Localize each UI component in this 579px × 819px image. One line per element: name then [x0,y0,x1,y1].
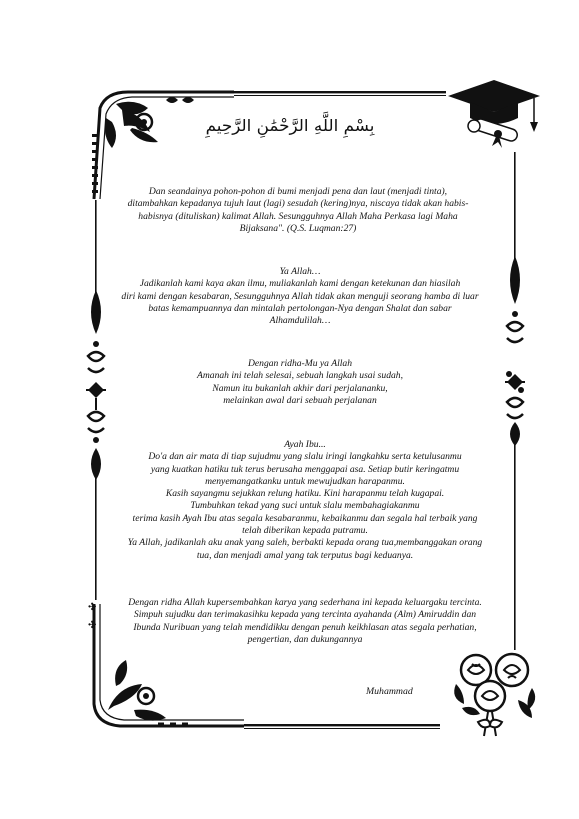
persembahan-paragraph [108,597,502,646]
graduation-cap-icon [444,78,544,158]
text-line: melainkan awal dari sebuah perjalanan [223,394,377,406]
roses-icon [448,648,540,738]
fleur-ornament-icon [503,256,527,446]
text-line: Ya Allah… [279,266,321,277]
text-line: Ya Allah, jadikanlah aku anak yang saleh, berbakti kepada orang tua,membanggakan orang [127,537,483,549]
text-line: batas kemampuannya dan mintalah pertolongan-Nya dengan Shalat dan sabar [148,302,452,314]
signature-name: Muhammad [366,686,413,697]
text-line: terima kasih Ayah Ibu atas segala kesabaranmu, kebaikanmu dan segala hal terbaik yang [132,512,478,524]
text-line: tua, dan menjadi amal yang tak terputus bagi keduanya. [196,549,414,561]
ridha-paragraph [140,358,460,407]
quran-quote [112,186,484,235]
text-line: habisnya (dituliskan) kalimat Allah. Sesungguhnya Allah Maha Perkasa lagi Maha [138,210,458,222]
svg-text:✣: ✣ [88,602,97,613]
text-line: Dan seandainya pohon-pohon di bumi menjadi pena dan laut (menjadi tinta), [148,186,448,197]
text-line: Namun itu bukanlah akhir dari perjalananku, [212,382,388,394]
text-line: pengertian, dan dukungannya [247,633,363,645]
text-line: Jadikanlah kami kaya akan ilmu, muliakanlah kami dengan ketekunan dan hiasilah [139,278,461,290]
text-line: Tumbuhkan tekad yang suci untuk slalu membahagiakanmu [190,500,420,512]
text-line: Alhamdulilah… [269,315,331,327]
text-line: Do'a dan air mata di tiap sujudmu yang slalu iringi langkahku serta ketulusanmu [148,451,462,463]
text-line: diri kami dengan kesabaran, Sesungguhnya Allah tidak akan menguji seorang hamba di luar [121,290,479,302]
fleur-ornament-icon [84,290,108,480]
text-line: Ibunda Nuribuan yang telah mendidikku dengan penuh keikhlasan atas segala perhatian, [133,621,477,633]
text-line: telah diberikan kepada putramu. [242,525,368,537]
text-line: Ayah Ibu... [284,439,326,450]
text-line: Amanah ini telah selesai, sebuah langkah usai sudah, [197,370,403,382]
text-line: menyemangatkanku untuk mewujudkan harapanmu. [205,475,405,487]
text-line: ditambahkan kepadanya tujuh laut (lagi) sesudah (kering)nya, niscaya tidak akan habis- [127,198,469,210]
text-line: Bijaksana". (Q.S. Luqman:27) [239,222,357,234]
text-line: Dengan ridha Allah kupersembahkan karya yang sederhana ini kepada keluargaku tercinta. [128,597,482,608]
text-line: Simpuh sujudku dan terimakasihku kepada yang tercinta ayahanda (Alm) Amiruddin dan [133,609,477,621]
svg-text:✣: ✣ [88,620,97,631]
bismillah-calligraphy: بِسْمِ اللَّهِ الرَّحْمَٰنِ الرَّحِيمِ [205,116,375,135]
prayer-ya-allah [110,266,490,327]
text-line: Kasih sayangmu sejukkan relung hatiku. Kini harapanmu telah kugapai. [165,488,445,500]
text-line: yang kuatkan hatiku tuk terus berusaha menggapai asa. Setiap butir keringatmu [150,463,460,475]
ayah-ibu-paragraph [108,439,502,562]
text-line: Dengan ridha-Mu ya Allah [247,358,352,369]
